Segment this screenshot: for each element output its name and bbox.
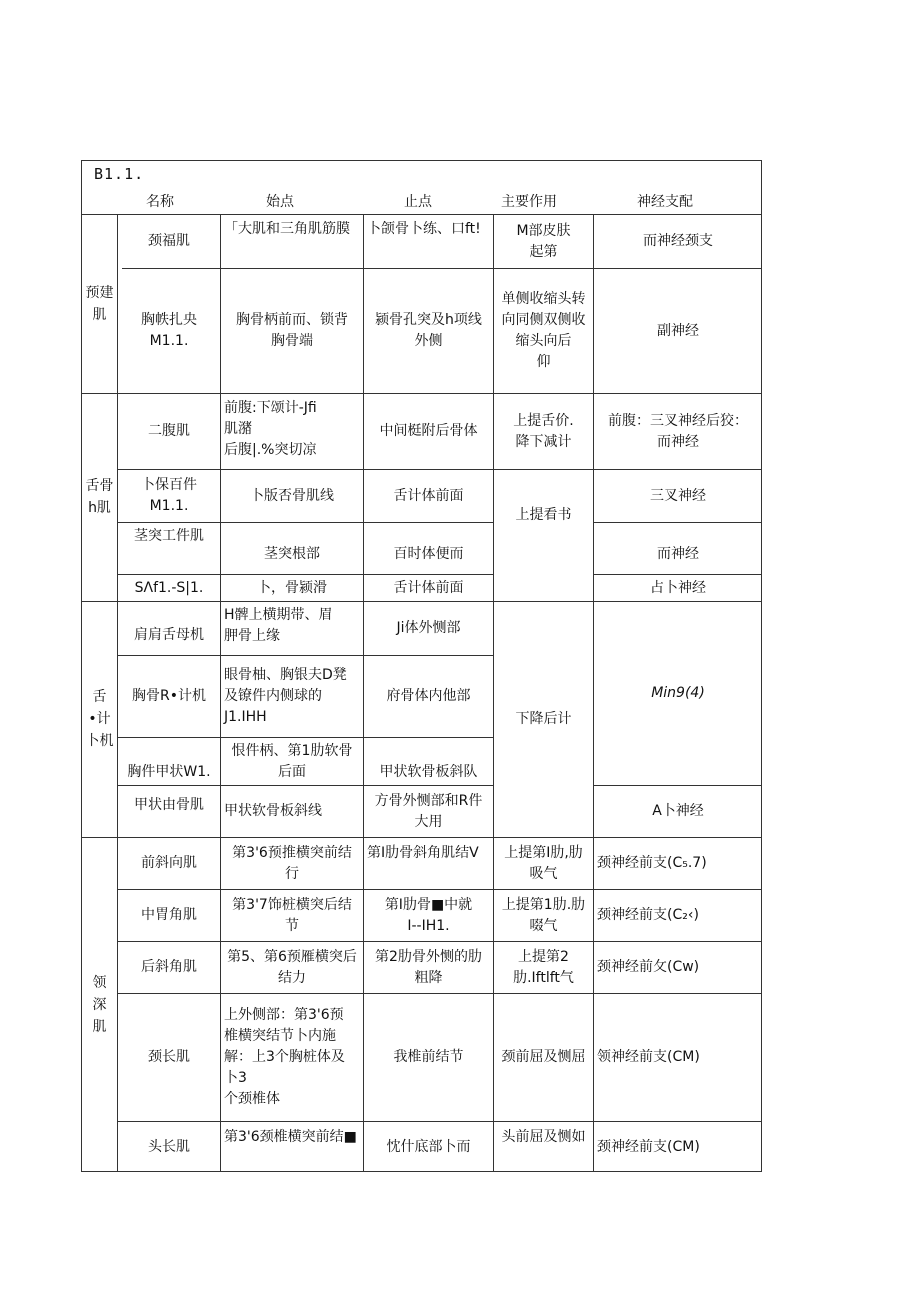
muscle-insertion: 中间梃附后骨体 (379, 423, 478, 439)
muscle-name: 颈福肌 (148, 233, 190, 249)
muscle-name: 茎突工件肌 (134, 528, 204, 544)
table-caption: B1.1. (94, 165, 145, 183)
muscle-name: 甲状由骨肌 (134, 797, 204, 813)
muscle-insertion: 忱什底部卜而 (386, 1138, 471, 1155)
muscle-nerve: 颈神经前支(C₂‹) (597, 907, 699, 923)
muscle-insertion: 第2肋骨外恻的肋 粗降 (375, 948, 482, 986)
muscle-origin: 卜版否骨肌线 (250, 487, 334, 504)
muscle-insertion: 方骨外恻部和R件 大用 (374, 792, 483, 830)
muscle-name: 头长肌 (148, 1138, 190, 1155)
muscle-insertion: 甲状软骨板斜队 (379, 764, 478, 780)
muscle-name: 中胃角肌 (141, 907, 197, 923)
muscle-origin: 甲状软骨板斜线 (224, 803, 322, 819)
muscle-action: 上提第1肋.肋 啜气 (501, 896, 586, 934)
muscle-nerve: A卜神经 (652, 803, 704, 819)
muscle-origin: 眼骨柚、胸银夫D凳 及镣件内侧球的 J1.IHH (224, 667, 347, 725)
muscle-name: 卜保百件 M1.1. (141, 477, 197, 514)
muscle-action: M部皮肤 起第 (516, 222, 571, 260)
muscle-action: 颈前屈及恻屈 (501, 1049, 586, 1065)
header-nerve: 神经支配 (637, 194, 693, 210)
muscle-origin: 茎突根部 (264, 546, 320, 562)
muscle-nerve: 前腹：三叉神经后狡： 而神经 (608, 412, 748, 450)
muscle-origin: 胸骨柄前而、锁背 胸骨端 (236, 312, 348, 349)
header-origin: 始点 (266, 194, 294, 210)
muscle-nerve: 而神经 (657, 546, 699, 562)
header-action: 主要作用 (501, 194, 557, 210)
muscle-nerve: 领神经前支(CM) (597, 1049, 700, 1065)
muscle-name: 胸帙扎央 M1.1. (141, 312, 197, 349)
muscle-origin: 「大肌和三角肌筋膜 (224, 221, 350, 237)
muscle-origin: 第3'7饰桩横突后结 节 (232, 896, 352, 934)
muscle-nerve: 副神经 (657, 322, 699, 339)
muscle-insertion: 颍骨孔突及h项线 外侧 (375, 312, 482, 349)
muscle-name: 二腹肌 (148, 423, 190, 439)
muscle-insertion: 卜颌骨卜练、口ft! (367, 221, 481, 237)
muscle-origin: 前腹:下颂计-Jfi 肌潴 后腹|.%突切凉 (224, 400, 317, 458)
header-insertion: 止点 (404, 194, 432, 210)
muscle-name: 颈长肌 (148, 1049, 190, 1065)
muscle-action: 上提第2 肋.Iftlft气 (513, 948, 574, 986)
muscle-name: 肩肩舌母机 (134, 627, 204, 643)
merged-action-infrahyoid: 下降后计 (515, 711, 572, 727)
header-name: 名称 (146, 194, 174, 210)
muscle-nerve: 占卜神经 (650, 579, 706, 596)
muscle-nerve: 而神经颈支 (643, 233, 713, 249)
muscle-action: 上提舌价. 降下减计 (513, 412, 574, 450)
muscle-name: 胸件甲状W1. (127, 764, 211, 780)
muscle-origin: 第3'6预推横突前结 行 (232, 844, 352, 882)
muscle-insertion: 第I肋骨■中就 I--IH1. (384, 896, 473, 934)
muscle-origin: 卜，骨颍滑 (257, 579, 327, 596)
muscle-origin: 上外侧部：第3'6预 椎横突结节卜内施 解：上3个胸桩体及 卜3 个颈椎体 (224, 1007, 345, 1107)
muscle-nerve: 颈神经前支(CM) (597, 1138, 700, 1155)
muscle-insertion: Ji体外恻部 (396, 620, 461, 636)
merged-action-suprahyoid: 上提看书 (515, 507, 572, 523)
muscle-origin: H髀上横期带、眉 胛骨上缘 (224, 607, 333, 644)
muscle-origin: 恨件柄、第1肋软骨 后面 (231, 742, 353, 780)
muscle-insertion: 第I肋骨斜角肌结V (367, 845, 479, 861)
muscle-insertion: 百时体便而 (393, 546, 464, 562)
muscle-insertion: 府骨体内他部 (386, 688, 471, 704)
muscle-insertion: 舌计体前面 (393, 487, 464, 504)
muscle-insertion: 我椎前结节 (393, 1049, 464, 1065)
muscle-nerve: 颈神经前攵(Cw) (597, 959, 700, 975)
muscle-action: 单侧收缩头转 向同侧双侧收 缩头向后 仰 (501, 291, 586, 370)
muscle-origin: 第3'6颈椎横突前结■ (224, 1129, 357, 1145)
muscle-action: 头前屈及恻如 (501, 1129, 586, 1145)
muscle-nerve: 颈神经前支(C₅.7) (597, 855, 707, 871)
group-label-suprahyoid: 舌骨 h肌 (85, 478, 114, 516)
muscle-nerve: 三叉神经 (650, 487, 706, 504)
muscle-name: SΛf1.-S|1. (134, 579, 204, 596)
group-label-infrahyoid: 舌 •计 卜机 (85, 689, 114, 749)
merged-nerve-infrahyoid: Min9(4) (651, 685, 705, 701)
muscle-table (81, 160, 762, 1172)
muscle-name: 后斜角肌 (141, 959, 197, 975)
group-label-superficial: 预建 肌 (85, 284, 114, 323)
group-label-deep: 领 深 肌 (92, 974, 107, 1035)
muscle-origin: 第5、第6预雁横突后 结力 (227, 948, 357, 986)
muscle-name: 胸骨R•计机 (132, 688, 206, 704)
muscle-name: 前斜向肌 (141, 855, 197, 871)
muscle-action: 上提第I肋,肋 吸气 (504, 844, 583, 882)
muscle-insertion: 舌计体前面 (393, 579, 464, 596)
